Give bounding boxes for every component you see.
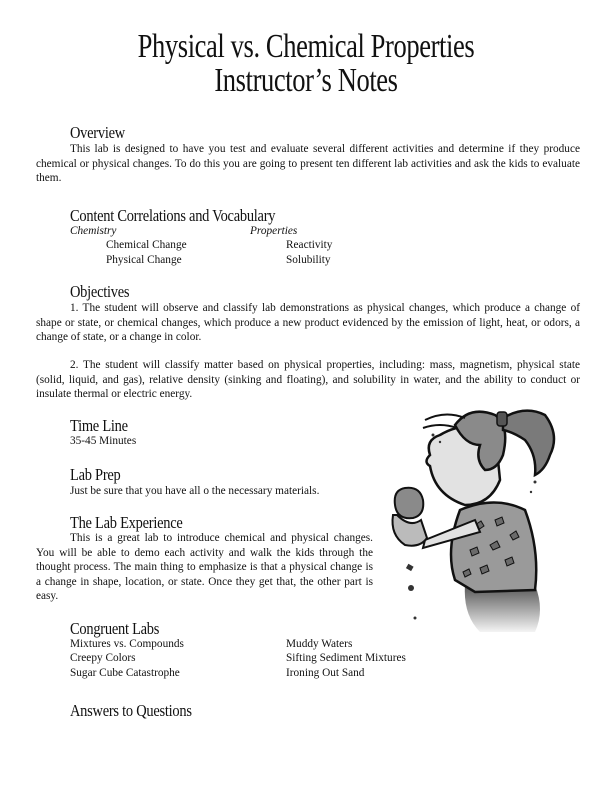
lab-prep-body: Just be sure that you have all o the necessary materials. [70,485,320,497]
objectives-heading: Objectives [70,282,130,301]
congruent-lab-item: Ironing Out Sand [286,667,365,679]
hand-shape [393,515,428,546]
time-line-heading: Time Line [70,416,128,435]
time-line-value: 35-45 Minutes [70,435,137,447]
girl-with-rock-illustration [385,400,585,640]
vocab-item: Reactivity [286,239,333,251]
chemistry-label: Chemistry [70,225,117,237]
page-title-line-2: Instructor’s Notes [214,62,398,99]
vocab-item: Physical Change [106,254,182,266]
objective-item-2: 2. The student will classify matter based on physical properties, including: mass, magnetism, physical state (solid, liquid, and gas), relative density (sinking and floating), and solubility in water, and the ability to conduct or insulate thermal or electric energy. [36,359,580,400]
overview-body: This lab is designed to have you test and evaluate several different activities and determine if they produce chemical or physical changes. To do this you are going to present ten different lab activities and ask the kids to evaluate them. [36,143,580,184]
congruent-lab-item: Mixtures vs. Compounds [70,638,184,650]
answers-heading: Answers to Questions [70,701,192,720]
lab-prep-heading: Lab Prep [70,465,121,484]
congruent-lab-item: Creepy Colors [70,652,136,664]
page-title-line-1: Physical vs. Chemical Properties [137,28,475,65]
vocab-item: Chemical Change [106,239,187,251]
congruent-lab-item: Sugar Cube Catastrophe [70,667,180,679]
congruent-lab-item: Muddy Waters [286,638,353,650]
rock-shape [395,488,424,518]
lab-experience-heading: The Lab Experience [70,513,183,532]
content-correlations-heading: Content Correlations and Vocabulary [70,206,276,225]
hair-tie [497,412,507,426]
vocab-item: Solubility [286,254,331,266]
ponytail-shape [503,411,554,475]
lab-experience-body: This is a great lab to introduce chemical and physical changes. You will be able to demo each activity and walk the kids through the thought process. The main thing to emphasize is that a physical change is a change in shape, location, or state. Once they get that, the other part is easy. [36,532,373,602]
congruent-lab-item: Sifting Sediment Mixtures [286,652,406,664]
objective-item-1: 1. The student will observe and classify lab demonstrations as physical changes, which produce a change of shape or state, or chemical changes, which produce a new product evidenced by the emission of light, heat, or odors, a change of state, or a change in color. [36,302,580,343]
congruent-labs-heading: Congruent Labs [70,619,160,638]
properties-label: Properties [250,225,298,237]
overview-heading: Overview [70,123,125,142]
